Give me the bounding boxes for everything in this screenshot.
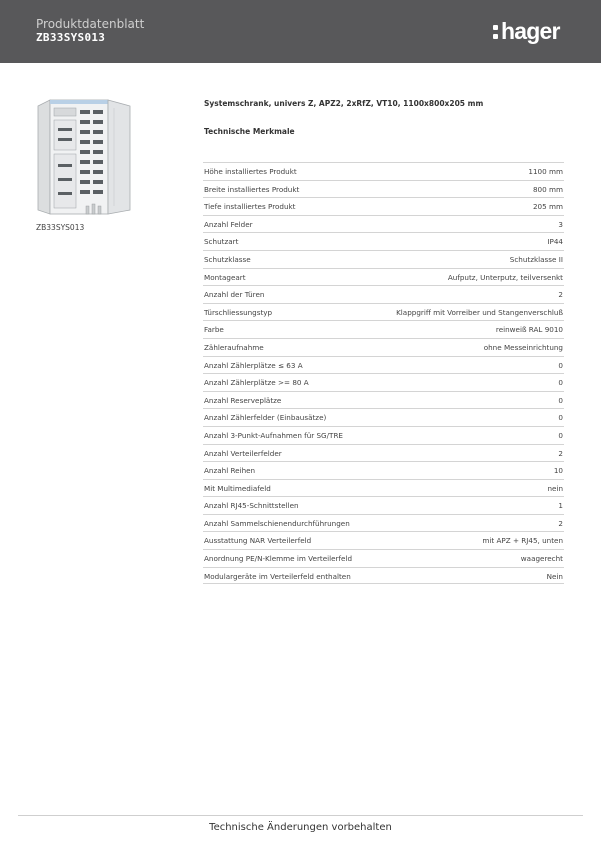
table-row <box>203 162 564 180</box>
table-row <box>203 531 564 549</box>
document-type: Produktdatenblatt <box>36 17 145 31</box>
table-row <box>203 180 564 198</box>
table-row <box>203 549 564 567</box>
spec-value: reinweiß RAL 9010 <box>495 325 563 335</box>
spec-value: 0 <box>558 360 563 370</box>
spec-label: Anzahl Verteilerfelder <box>204 448 282 458</box>
spec-value: IP44 <box>547 237 563 247</box>
spec-value: 1100 mm <box>528 167 563 176</box>
logo-text: hager <box>501 18 560 44</box>
spec-label: Schutzklasse <box>204 254 251 264</box>
spec-label: Modulargeräte im Verteilerfeld enthalten <box>204 571 351 581</box>
table-row <box>203 496 564 514</box>
product-image <box>36 98 132 218</box>
spec-value: ohne Messeinrichtung <box>483 342 563 352</box>
table-row <box>203 320 564 338</box>
table-row <box>203 338 564 356</box>
spec-value: 2 <box>558 448 563 458</box>
spec-label: Anzahl Zählerplätze >= 80 A <box>204 378 309 388</box>
table-row <box>203 461 564 479</box>
spec-value: 0 <box>558 413 563 423</box>
spec-value: 800 mm <box>532 184 563 194</box>
table-row <box>203 356 564 374</box>
spec-value: waagerecht <box>520 554 563 564</box>
spec-label: Schutzart <box>204 237 239 247</box>
footer-note: Technische Änderungen vorbehalten <box>209 822 392 833</box>
spec-label: Ausstattung NAR Verteilerfeld <box>204 536 312 546</box>
hager-logo <box>493 18 560 44</box>
spec-value: 2 <box>558 518 563 528</box>
spec-value: 2 <box>558 290 563 300</box>
logo-dots-icon <box>493 24 500 42</box>
product-image-caption: ZB33SYS013 <box>36 223 85 232</box>
table-row <box>203 268 564 286</box>
spec-label: Anzahl 3-Punkt-Aufnahmen für SG/TRE <box>204 430 343 440</box>
spec-label: Anzahl Reserveplätze <box>204 395 282 405</box>
spec-value: 10 <box>553 466 563 476</box>
spec-value: 3 <box>558 219 563 229</box>
spec-label: Anzahl Reihen <box>204 466 256 476</box>
table-row <box>203 444 564 462</box>
table-row <box>203 373 564 391</box>
spec-value: Nein <box>546 571 563 581</box>
spec-value: 0 <box>558 378 563 388</box>
spec-label: Tiefe installiertes Produkt <box>204 202 296 212</box>
spec-label: Anzahl Zählerfelder (Einbausätze) <box>204 413 327 423</box>
footer-divider <box>18 815 583 816</box>
table-row <box>203 303 564 321</box>
spec-label: Breite installiertes Produkt <box>204 184 300 194</box>
spec-label: Türschliessungstyp <box>204 307 273 317</box>
table-row <box>203 285 564 303</box>
spec-label: Anzahl Sammelschienendurchführungen <box>204 518 350 528</box>
table-row <box>203 232 564 250</box>
spec-label: Montageart <box>204 272 246 282</box>
table-row <box>203 479 564 497</box>
spec-label: Anzahl Zählerplätze ≤ 63 A <box>204 360 303 370</box>
table-row <box>203 567 564 585</box>
spec-label: Anzahl der Türen <box>204 290 265 300</box>
table-row <box>203 426 564 444</box>
spec-value: 0 <box>558 395 563 405</box>
spec-value: mit APZ + RJ45, unten <box>482 536 563 546</box>
spec-label: Anzahl Felder <box>204 219 253 229</box>
spec-label: Anzahl RJ45-Schnittstellen <box>204 501 299 511</box>
spec-value: nein <box>547 483 563 493</box>
spec-label: Mit Multimediafeld <box>204 483 271 493</box>
spec-table <box>203 162 564 584</box>
document-id: ZB33SYS013 <box>36 31 106 44</box>
page-header <box>0 0 601 63</box>
table-row <box>203 514 564 532</box>
spec-value: Aufputz, Unterputz, teilversenkt <box>447 272 563 282</box>
spec-value: Klappgriff mit Vorreiber und Stangenverschluß <box>396 307 563 317</box>
spec-label: Farbe <box>204 325 224 335</box>
product-title: Systemschrank, univers Z, APZ2, 2xRfZ, VT10, 1100x800x205 mm <box>204 99 484 108</box>
section-title: Technische Merkmale <box>204 127 295 136</box>
table-row <box>203 391 564 409</box>
spec-value: 1 <box>558 501 563 511</box>
spec-value: 205 mm <box>532 202 563 212</box>
table-row <box>203 408 564 426</box>
table-row <box>203 250 564 268</box>
spec-label: Höhe installiertes Produkt <box>204 167 297 176</box>
spec-label: Zähleraufnahme <box>204 342 264 352</box>
table-row <box>203 215 564 233</box>
table-row <box>203 197 564 215</box>
spec-label: Anordnung PE/N-Klemme im Verteilerfeld <box>204 554 353 564</box>
spec-value: 0 <box>558 430 563 440</box>
spec-value: Schutzklasse II <box>509 254 563 264</box>
